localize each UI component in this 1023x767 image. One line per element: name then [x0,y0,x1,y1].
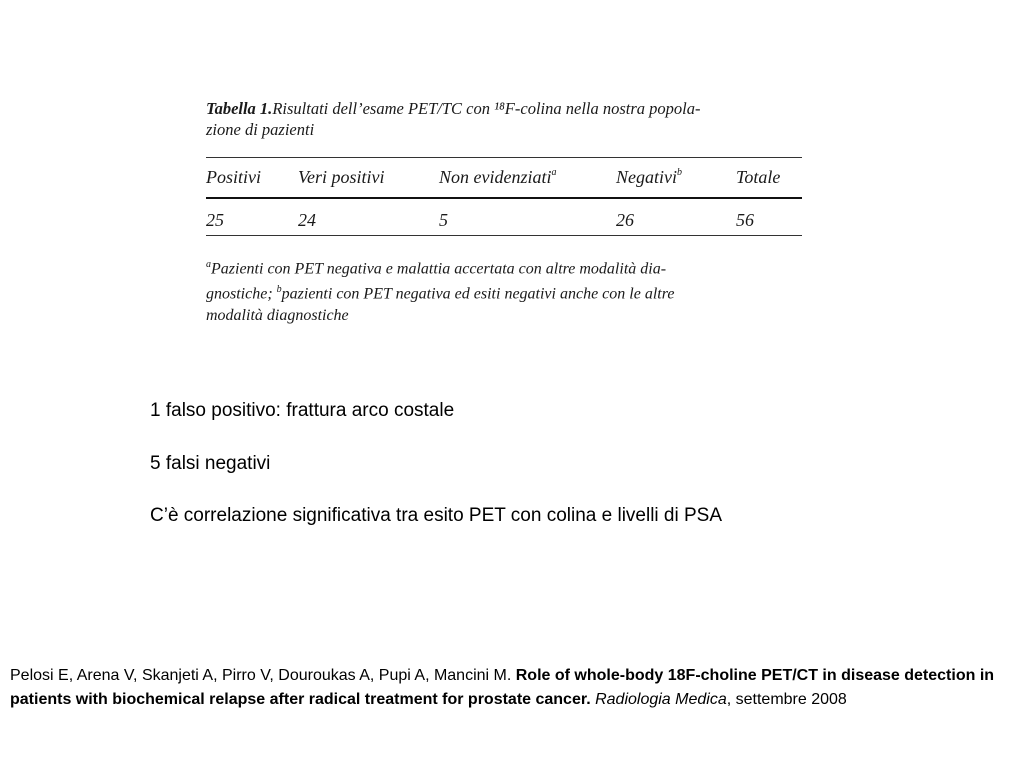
finding-psa-correlation: C’è correlazione significativa tra esito PET con colina e livelli di PSA [150,505,723,526]
table-cell: 25 [206,210,224,230]
column-header-non-evidenziati: Non evidenziati$^a$ [439,167,557,187]
citation-authors: Pelosi E, Arena V, Skanjeti A, Pirro V, Douroukas A, Pupi A, Mancini M. [10,667,516,684]
table-cell: 56 [736,210,754,230]
table-cell: 24 [298,210,316,230]
table-header-row [206,158,802,197]
results-table-figure [206,98,802,326]
citation-journal: Radiologia Medica [595,690,727,708]
table-row [206,199,802,235]
table-caption-line-2: zione di pazienti [206,120,315,139]
column-header-positivi: Positivi [206,167,261,187]
citation-title: Role of whole-body 18F-choline PET/CT in disease detection in patients with biochemical relapse after radical treatment for prostate cancer. [10,667,995,708]
table-caption-line-1: Risultati dell’esame PET/TC con ¹⁸F-colina nella nostra popola- [272,99,701,118]
column-header-negativi: Negativi$^b$ [616,167,682,187]
table-caption [206,98,802,140]
finding-false-positive: 1 falso positivo: frattura arco costale [150,400,455,421]
table-cell: 26 [616,210,634,230]
finding-false-negatives: 5 falsi negativi [150,453,271,474]
table-footnote: $^a$Pazienti con PET negativa e malattia accertata con altre modalità dia- gnostiche; $^b$pazienti con PET negativa ed esiti negativi anche con le altre modalità diagnostiche [206,259,675,324]
table-bottom-rule [206,235,802,236]
column-header-totale: Totale [736,167,781,187]
reference-citation [10,664,1013,711]
citation-date: , settembre 2008 [726,690,847,708]
column-header-veri-positivi: Veri positivi [298,167,385,187]
table-cell: 5 [439,210,448,230]
table-caption-label: Tabella 1. [206,99,273,118]
